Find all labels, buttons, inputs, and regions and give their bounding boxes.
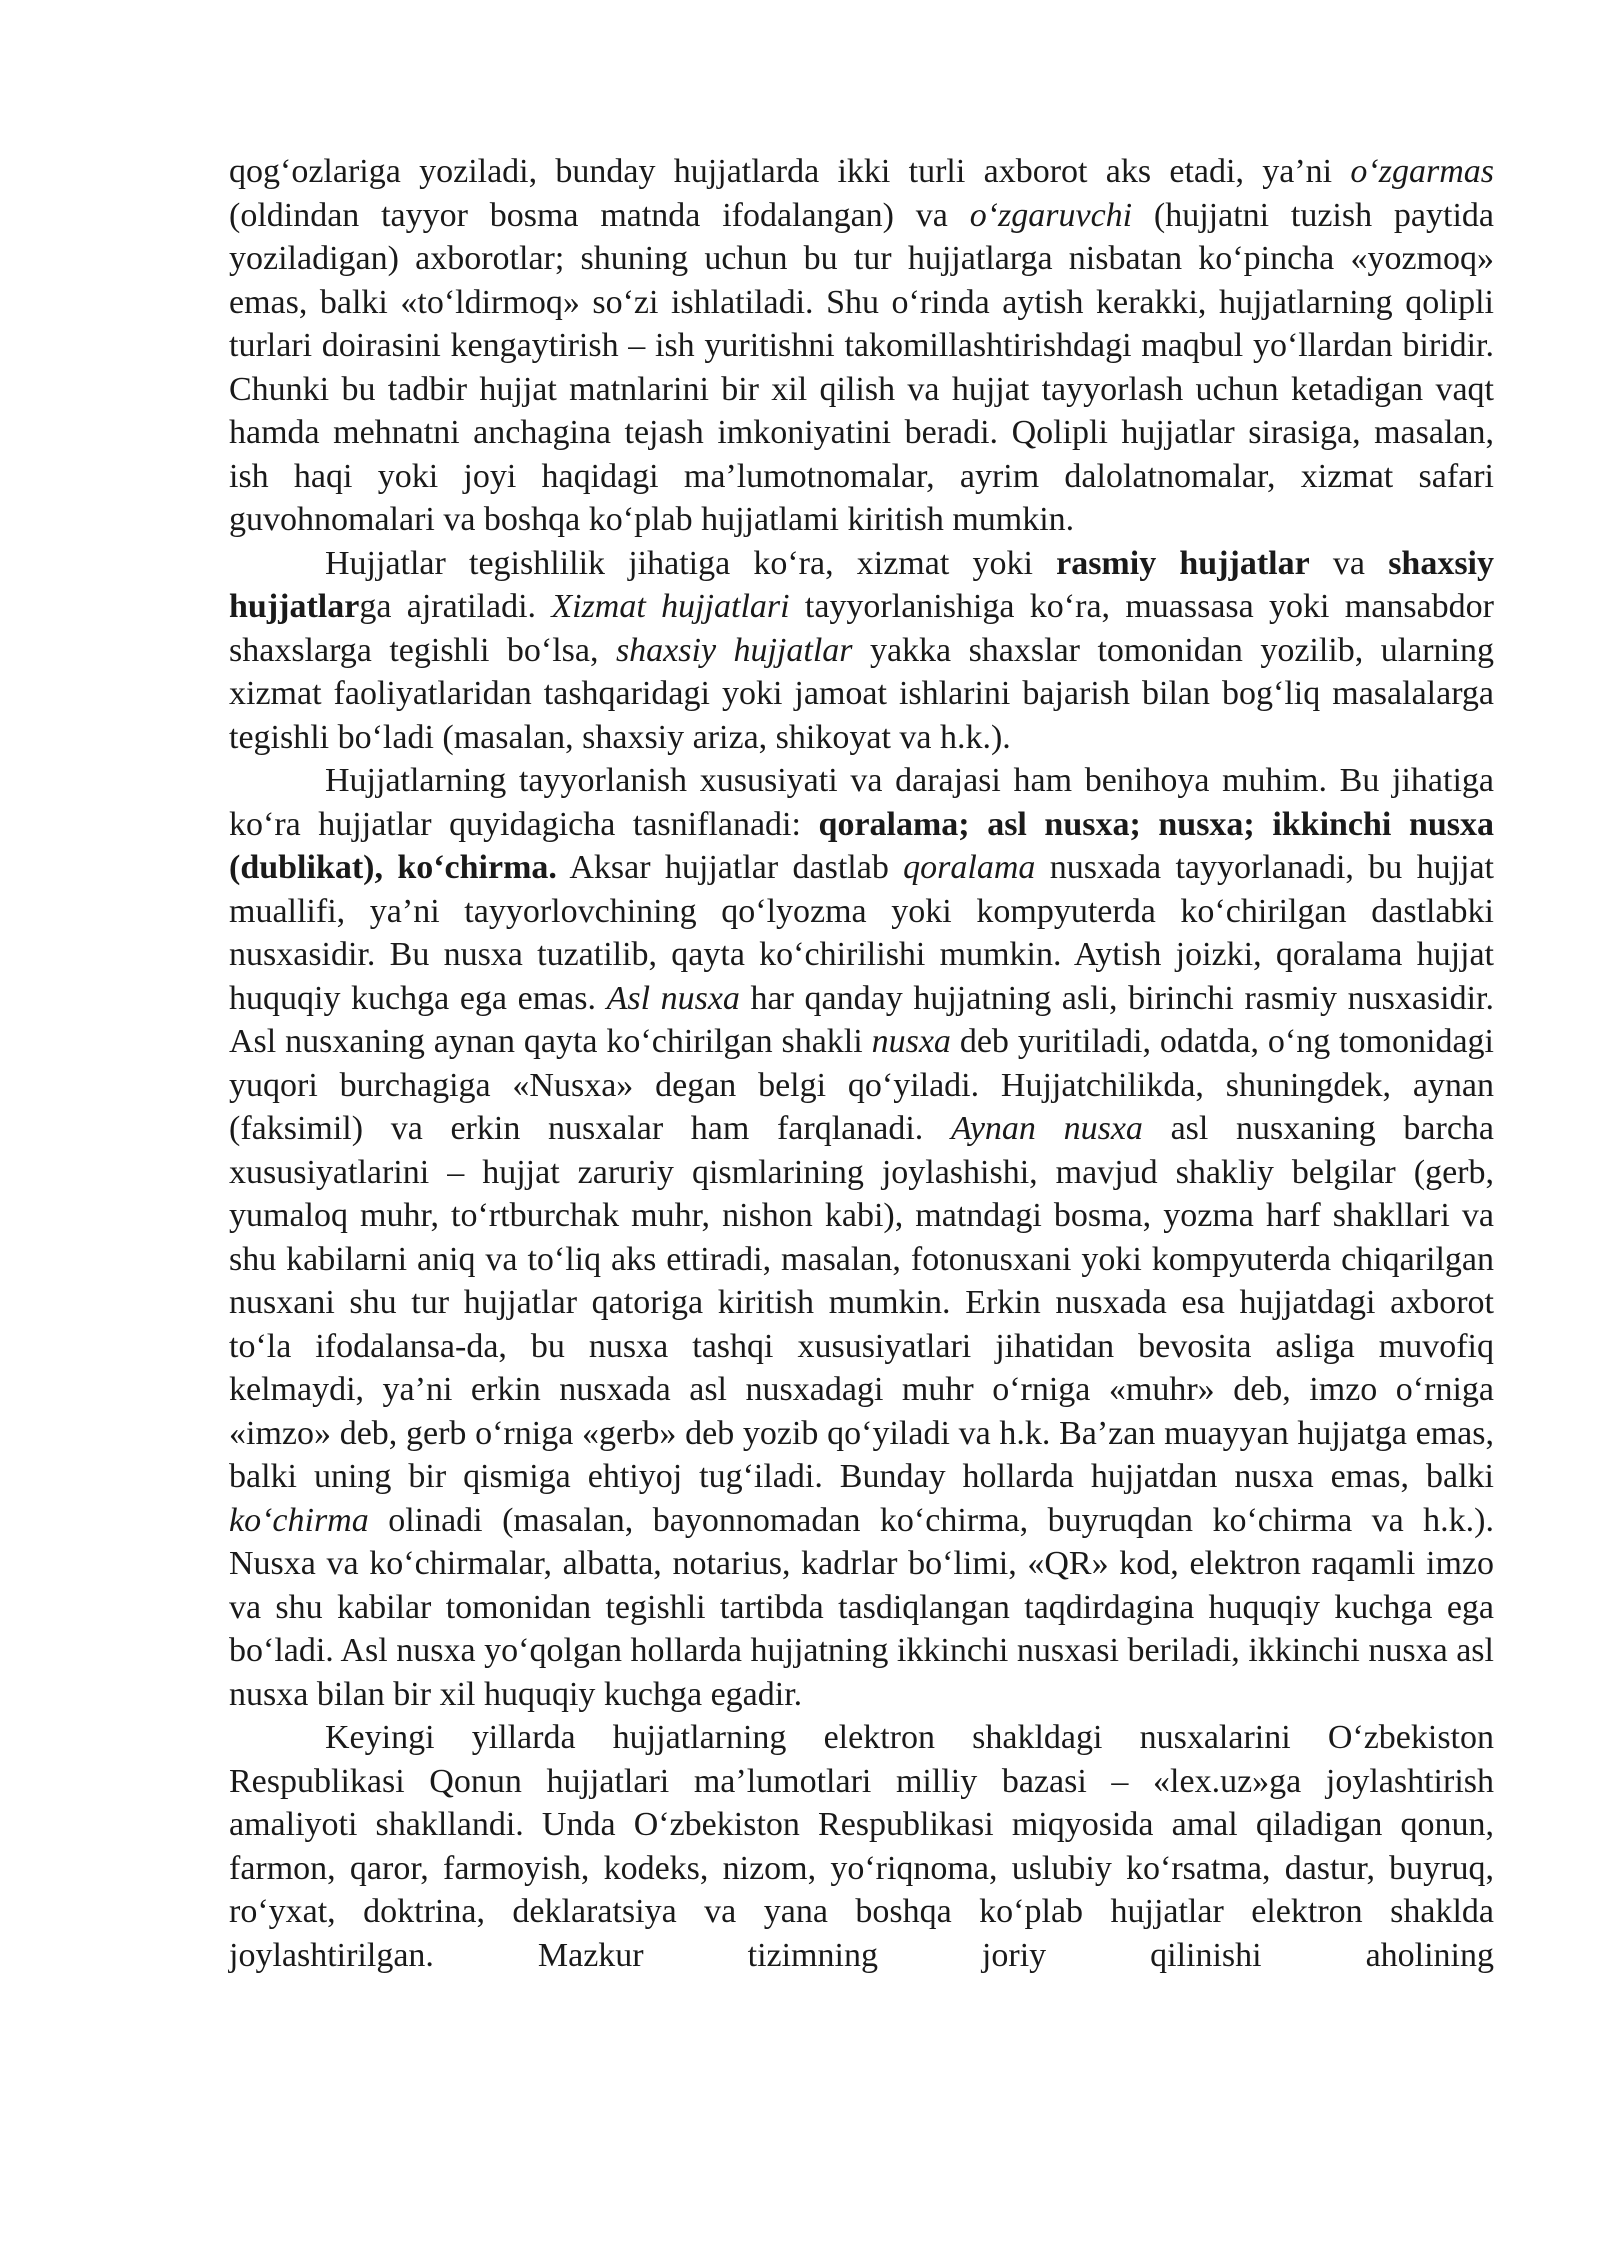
text-run: qog‘ozlariga yoziladi, bunday hujjatlarda ikki turli axborot aks etadi, ya’ni <box>229 153 1351 190</box>
text-run: Hujjatlarning tayyorlanish xususiyati va darajasi ham benihoya muhim. Bu jihatiga ko‘ra hujjatlar quyidagicha tasniflanadi: <box>229 762 1494 843</box>
paragraph <box>229 759 1494 1716</box>
text-run: yakka shaxslar tomonidan yozilib, ularning xizmat faoliyatlaridan tashqaridagi yoki jamoat ishlarini bajarish bilan bog‘liq masalalarga tegishli bo‘ladi (masalan, shaxsiy ariza, shikoyat va h.k.). <box>229 631 1494 756</box>
bold-text: rasmiy hujjatlar <box>1056 544 1310 582</box>
text-run: deb yuritiladi, odatda, o‘ng tomonidagi yuqori burchagiga «Nusxa» degan belgi qo‘yiladi. Hujjatchilikda, shuningdek, aynan (faksimil) va erkin nusxalar ham farqlanadi. <box>229 1023 1494 1147</box>
paragraph <box>229 1716 1494 1977</box>
italic-text: Aynan nusxa <box>950 1110 1143 1147</box>
italic-text: o‘zgaruvchi <box>969 196 1133 234</box>
italic-text: qoralama <box>903 849 1036 886</box>
text-run: asl nusxaning barcha xususiyatlarini – hujjat zaruriy qismlarining joylashishi, mavjud shakliy belgilar (gerb, yumaloq muhr, to‘rtburchak muhr, nishon kabi), matndagi bosma, yozma harf shakllari va shu kabilarni aniq va to‘liq aks ettiradi, masalan, fotonusxani yoki kompyuterda chiqarilgan nusxani shu tur hujjatlar qatoriga kiritish mumkin. Erkin nusxada esa hujjatdagi axborot to‘la ifodalansa-da, bu nusxa tashqi xususiyatlari jihatidan bevosita asliga muvofiq kelmaydi, ya’ni erkin nusxada asl nusxadagi muhr o‘rniga «muhr» deb, imzo o‘rniga «imzo» deb, gerb o‘rniga «gerb» deb yozib qo‘yiladi va h.k. Ba’zan muayyan hujjatga emas, balki uning bir qismiga ehtiyoj tug‘iladi. Bunday hollarda hujjatdan nusxa emas, balki <box>229 1110 1494 1495</box>
text-run: Keyingi yillarda hujjatlarning elektron shakldagi nusxalarini O‘zbekiston Respublikasi Qonun hujjatlari ma’lumotlari milliy bazasi – «lex.uz»ga joylashtirish amaliyoti shakllandi. Unda O‘zbekiston Respublikasi miqyosida amal qiladigan qonun, farmon, qaror, farmoyish, kodeks, nizom, yo‘riqnoma, uslubiy ko‘rsatma, dastur, buyruq, ro‘yxat, doktrina, deklaratsiya va yana boshqa ko‘plab hujjatlar elektron shaklda joylashtirilgan. Mazkur tizimning joriy qilinishi aholining <box>229 1719 1494 1974</box>
text-run: har qanday hujjatning asli, birinchi rasmiy nusxasidir. Asl nusxaning aynan qayta ko‘chirilgan shakli <box>229 979 1494 1060</box>
italic-text: ko‘chirma <box>229 1501 369 1539</box>
bold-text: shaxsiy hujjatlar <box>229 544 1495 625</box>
text-run: olinadi (masalan, bayonnomadan ko‘chirma, buyruqdan ko‘chirma va h.k.). Nusxa va ko‘chirmalar, albatta, notarius, kadrlar bo‘limi, «QR» kod, elektron raqamli imzo va shu kabilar tomonidan tegishli tartibda tasdiqlangan taqdirdagina huquqiy kuchga ega bo‘ladi. Asl nusxa yo‘qolgan hollarda hujjatning ikkinchi nusxasi beriladi, ikkinchi nusxa asl nusxa bilan bir xil huquqiy kuchga egadir. <box>229 1501 1494 1713</box>
text-run: ga ajratiladi. <box>359 588 552 625</box>
document-page <box>229 150 1494 1977</box>
bold-text: qoralama; asl nusxa; nusxa; ikkinchi nusxa (dublikat), ko‘chirma. <box>229 805 1494 886</box>
italic-text: Xizmat hujjatlari <box>551 588 790 625</box>
text-run: (oldindan tayyor bosma matnda ifodalangan) va <box>229 196 970 234</box>
italic-text: shaxsiy hujjatlar <box>615 631 853 669</box>
text-run: Aksar hujjatlar dastlab <box>556 849 904 886</box>
text-run: va <box>1309 544 1389 582</box>
italic-text: Asl nusxa <box>606 979 740 1017</box>
text-run: tayyorlanishiga ko‘ra, muassasa yoki mansabdor shaxslarga tegishli bo‘lsa, <box>229 588 1494 669</box>
paragraph <box>229 150 1494 542</box>
italic-text: o‘zgarmas <box>1350 153 1494 190</box>
text-run: (hujjatni tuzish paytida yoziladigan) axborotlar; shuning uchun bu tur hujjatlarga nisbatan ko‘pincha «yozmoq» emas, balki «to‘ldirmoq» so‘zi ishlatiladi. Shu o‘rinda aytish kerakki, hujjatlarning qolipli turlari doirasini kengaytirish – ish yuritishni takomillashtirishdagi maqbul yo‘llardan biridir. Chunki bu tadbir hujjat matnlarini bir xil qilish va hujjat tayyorlash uchun ketadigan vaqt hamda mehnatni anchagina tejash imkoniyatini beradi. Qolipli hujjatlar sirasiga, masalan, ish haqi yoki joyi haqidagi ma’lumotnomalar, ayrim dalolatnomalar, xizmat safari guvohnomalari va boshqa ko‘plab hujjatlami kiritish mumkin. <box>229 196 1494 538</box>
paragraph <box>229 542 1494 760</box>
text-run: nusxada tayyorlanadi, bu hujjat muallifi, ya’ni tayyorlovchining qo‘lyozma yoki kompyuterda ko‘chirilgan dastlabki nusxasidir. Bu nusxa tuzatilib, qayta ko‘chirilishi mumkin. Aytish joizki, qoralama hujjat huquqiy kuchga ega emas. <box>229 849 1495 1017</box>
text-run: Hujjatlar tegishlilik jihatiga ko‘ra, xizmat yoki <box>325 544 1057 582</box>
italic-text: nusxa <box>871 1023 951 1060</box>
